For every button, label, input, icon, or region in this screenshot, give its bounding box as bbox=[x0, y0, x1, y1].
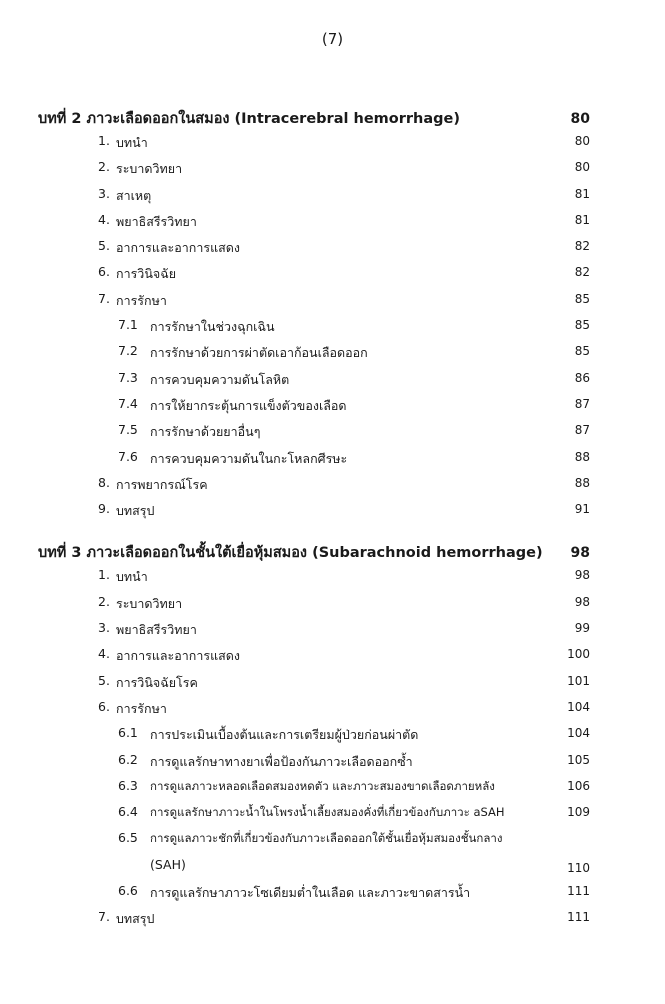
entry-title: ระบาดวิทยา bbox=[116, 595, 183, 611]
entry-number: 2. bbox=[98, 593, 110, 609]
entry-title: การดูแลรักษาทางยาเพื่อป้องกันภาวะเลือดออกซ้ำ bbox=[150, 753, 413, 769]
entry-number: 7.2 bbox=[118, 343, 138, 359]
entry-number: 7.6 bbox=[118, 448, 138, 464]
chapter-title: บทที่ 2 ภาวะเลือดออกในสมอง (Intracerebral hemorrhage) bbox=[38, 111, 460, 127]
entry-title: บทสรุป bbox=[116, 911, 155, 927]
toc-subentry bbox=[38, 752, 590, 778]
entry-number: 9. bbox=[98, 501, 110, 517]
entry-number: 6.5 bbox=[118, 830, 138, 846]
entry-page: 98 bbox=[574, 594, 590, 609]
entry-title: การรักษาด้วยการผ่าตัดเอาก้อนเลือดออก bbox=[150, 345, 368, 361]
toc-subentry bbox=[38, 778, 590, 804]
entry-number: 1. bbox=[98, 567, 110, 583]
toc-entry bbox=[38, 475, 590, 501]
entry-number: 7. bbox=[98, 290, 110, 306]
toc-subentry-continuation bbox=[38, 857, 590, 883]
toc-subentry bbox=[38, 370, 590, 396]
entry-title: การรักษา bbox=[116, 700, 167, 716]
toc-entry bbox=[38, 673, 590, 699]
entry-number: 4. bbox=[98, 646, 110, 662]
entry-number: 4. bbox=[98, 211, 110, 227]
entry-title: บทนำ bbox=[116, 135, 148, 150]
entry-number: 6.4 bbox=[118, 804, 138, 820]
entry-title: การควบคุมความดันในกะโหลกศีรษะ bbox=[150, 450, 348, 466]
entry-number: 6.6 bbox=[118, 883, 138, 899]
toc-subentry bbox=[38, 830, 590, 856]
entry-number: 5. bbox=[98, 238, 110, 254]
toc-entry bbox=[38, 909, 590, 935]
entry-title: พยาธิสรีรวิทยา bbox=[116, 213, 197, 229]
entry-page: 81 bbox=[574, 186, 590, 201]
entry-title: การรักษา bbox=[116, 292, 167, 308]
entry-number: 7.5 bbox=[118, 422, 138, 438]
toc-entry bbox=[38, 620, 590, 646]
toc-subentry bbox=[38, 449, 590, 475]
toc-entry bbox=[38, 646, 590, 672]
entry-title: การดูแลรักษาภาวะโซเดียมต่ำในเลือด และภาวะขาดสารน้ำ bbox=[150, 885, 471, 901]
entry-number: 2. bbox=[98, 159, 110, 175]
entry-page: 82 bbox=[574, 265, 590, 280]
entry-title: บทนำ bbox=[116, 569, 148, 585]
toc-entry bbox=[38, 186, 590, 212]
entry-page: 104 bbox=[567, 726, 590, 741]
toc-subentry bbox=[38, 725, 590, 751]
entry-title: บทสรุป bbox=[116, 503, 155, 519]
chapter-heading bbox=[38, 541, 590, 567]
entry-title: อาการและอาการแสดง bbox=[116, 240, 240, 256]
entry-title: ระบาดวิทยา bbox=[116, 161, 183, 177]
entry-number: 6.3 bbox=[118, 777, 138, 793]
entry-title: การวินิจฉัยโรค bbox=[116, 674, 198, 690]
entry-page: 110 bbox=[567, 860, 590, 875]
entry-page: 85 bbox=[574, 344, 590, 359]
entry-title: อาการและอาการแสดง bbox=[116, 648, 240, 664]
entry-page: 99 bbox=[574, 621, 590, 636]
entry-title: การรักษาในช่วงฉุกเฉิน bbox=[150, 319, 275, 335]
toc-entry bbox=[38, 212, 590, 238]
entry-page: 85 bbox=[574, 318, 590, 333]
entry-number: 6.1 bbox=[118, 725, 138, 741]
entry-number: 3. bbox=[98, 185, 110, 201]
toc-entry bbox=[38, 699, 590, 725]
entry-number: 1. bbox=[98, 133, 110, 148]
toc-entry bbox=[38, 501, 590, 527]
entry-page: 82 bbox=[574, 239, 590, 254]
entry-title: การดูแลภาวะชักที่เกี่ยวข้องกับภาวะเลือดออกใต้ชั้นเยื่อหุ้มสมองชั้นกลาง bbox=[150, 831, 503, 846]
entry-page: 106 bbox=[567, 778, 590, 793]
toc-subentry bbox=[38, 422, 590, 448]
toc-entry bbox=[38, 594, 590, 620]
toc-subentry bbox=[38, 804, 590, 830]
toc-entry bbox=[38, 159, 590, 185]
toc-entry bbox=[38, 264, 590, 290]
entry-page: 105 bbox=[567, 752, 590, 767]
entry-page: 80 bbox=[574, 134, 590, 148]
entry-number: 6. bbox=[98, 264, 110, 280]
entry-title: การดูแลรักษาภาวะน้ำในโพรงน้ำเลี้ยงสมองคั่งที่เกี่ยวข้องกับภาวะ aSAH bbox=[150, 805, 505, 820]
entry-number-spacer bbox=[118, 857, 150, 872]
table-of-contents bbox=[38, 107, 590, 936]
entry-title: การควบคุมความดันโลหิต bbox=[150, 371, 290, 387]
entry-page: 81 bbox=[574, 212, 590, 227]
entry-page: 88 bbox=[574, 475, 590, 490]
entry-page: 111 bbox=[567, 884, 590, 899]
entry-title: การประเมินเบื้องต้นและการเตรียมผู้ป่วยก่อนผ่าตัด bbox=[150, 727, 419, 743]
chapter-heading bbox=[38, 107, 590, 133]
page-number: (7) bbox=[321, 30, 344, 48]
entry-page: 104 bbox=[567, 699, 590, 714]
toc-subentry bbox=[38, 343, 590, 369]
entry-title: การรักษาด้วยยาอื่นๆ bbox=[150, 424, 261, 440]
entry-number: 3. bbox=[98, 620, 110, 636]
entry-page: 87 bbox=[574, 396, 590, 411]
entry-title-continuation: (SAH) bbox=[150, 856, 186, 872]
entry-page: 101 bbox=[567, 673, 590, 688]
chapter-title: บทที่ 3 ภาวะเลือดออกในชั้นใต้เยื่อหุ้มสมอง (Subarachnoid hemorrhage) bbox=[38, 545, 543, 562]
entry-page: 100 bbox=[567, 647, 590, 662]
entry-page: 91 bbox=[574, 502, 590, 517]
toc-subentry bbox=[38, 396, 590, 422]
entry-page: 87 bbox=[574, 423, 590, 438]
entry-number: 7.3 bbox=[118, 369, 138, 385]
entry-number: 7.1 bbox=[118, 317, 138, 333]
entry-page: 85 bbox=[574, 291, 590, 306]
entry-number: 6. bbox=[98, 698, 110, 714]
toc-entry bbox=[38, 567, 590, 593]
entry-title: การพยากรณ์โรค bbox=[116, 476, 208, 492]
entry-page: 111 bbox=[567, 910, 590, 925]
entry-page: 86 bbox=[574, 370, 590, 385]
entry-page: 109 bbox=[567, 805, 590, 820]
toc-entry bbox=[38, 291, 590, 317]
toc-subentry bbox=[38, 317, 590, 343]
chapter-page: 98 bbox=[570, 545, 590, 562]
entry-number: 5. bbox=[98, 672, 110, 688]
entry-number: 7. bbox=[98, 909, 110, 925]
toc-subentry bbox=[38, 883, 590, 909]
entry-page: 88 bbox=[574, 449, 590, 464]
entry-number: 6.2 bbox=[118, 751, 138, 767]
entry-page: 98 bbox=[574, 568, 590, 583]
entry-page: 80 bbox=[574, 160, 590, 175]
entry-number: 8. bbox=[98, 474, 110, 490]
entry-title: การวินิจฉัย bbox=[116, 266, 177, 282]
entry-title: สาเหตุ bbox=[116, 187, 152, 203]
entry-number: 7.4 bbox=[118, 395, 138, 411]
chapter-page: 80 bbox=[570, 111, 590, 127]
entry-title: พยาธิสรีรวิทยา bbox=[116, 622, 197, 638]
toc-entry bbox=[38, 133, 590, 159]
toc-entry bbox=[38, 238, 590, 264]
entry-title: การให้ยากระตุ้นการแข็งตัวของเลือด bbox=[150, 397, 347, 413]
entry-title: การดูแลภาวะหลอดเลือดสมองหดตัว และภาวะสมองขาดเลือดภายหลัง bbox=[150, 778, 495, 793]
